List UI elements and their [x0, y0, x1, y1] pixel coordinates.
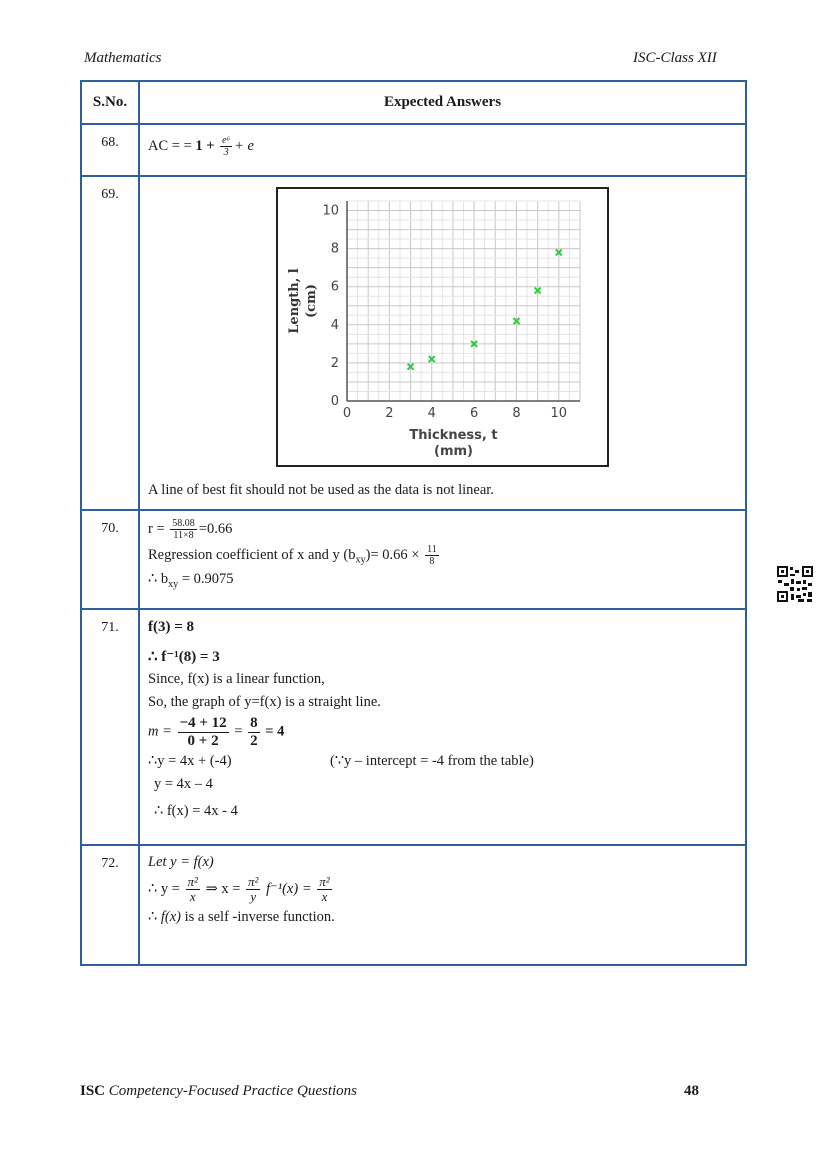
question-number: 69. — [81, 176, 139, 510]
r-num: 58.08 — [172, 517, 195, 529]
y-tick-label: 4 — [330, 317, 339, 333]
table-row — [81, 124, 746, 176]
pi2-over-x — [186, 875, 200, 905]
table-row — [81, 845, 746, 965]
table-header-row — [81, 81, 746, 124]
reg-den: 8 — [429, 555, 435, 567]
y-tick-label: 8 — [330, 241, 339, 257]
reg-fraction — [425, 544, 439, 567]
r-den: 11×8 — [173, 529, 194, 541]
x-tick-label: 0 — [342, 406, 352, 421]
slope-num: −4 + 12 — [179, 715, 227, 732]
scatter-chart-svg — [278, 189, 607, 465]
slope-line — [148, 715, 737, 749]
frac-num: e⁶ — [222, 135, 231, 146]
slope-eq: = — [230, 723, 247, 740]
pi2-num: π² — [187, 874, 198, 890]
qr-code-icon — [776, 565, 814, 603]
footer-subtitle: Competency-Focused Practice Questions — [105, 1083, 358, 1099]
f3-line: f(3) = 8 — [148, 618, 195, 635]
x-tick-label: 6 — [469, 406, 479, 421]
question-number: 71. — [81, 609, 139, 845]
x-tick-label: 2 — [385, 406, 394, 421]
y-tick-label: 10 — [322, 203, 339, 219]
chart-grid — [347, 201, 580, 401]
e6-over-3 — [220, 135, 232, 158]
y-axis-label-2: (cm) — [304, 284, 319, 318]
y-den: y — [250, 889, 257, 905]
fx-line: ∴ f(x) = 4x - 4 — [154, 803, 238, 820]
x-axis-label-2: (mm) — [434, 444, 473, 459]
header-class: ISC-Class XII — [633, 50, 717, 66]
answer-71 — [139, 609, 746, 845]
reg-sub: xy — [355, 554, 366, 566]
pi2-over-x-2 — [317, 875, 331, 905]
bxy-label: ∴ b — [148, 570, 169, 587]
answer-70 — [139, 510, 746, 609]
y-axis-label-1: Length, l — [287, 268, 302, 334]
x-tick-label: 4 — [427, 406, 436, 421]
col-answer-header: Expected Answers — [139, 81, 746, 124]
fx-symbol: f(x) — [160, 908, 181, 925]
answer-69 — [139, 176, 746, 510]
reg-num: 11 — [427, 543, 437, 555]
inverse-line — [148, 875, 737, 905]
table-row — [81, 176, 746, 510]
scatter-chart — [276, 187, 609, 467]
so-line: So, the graph of y=f(x) is a straight line. — [148, 693, 381, 710]
header-subject: Mathematics — [84, 50, 162, 66]
x-axis-label-1: Thickness, t — [409, 428, 498, 443]
therefore-symbol: ∴ — [148, 908, 161, 925]
reg-text2: )= 0.66 × — [365, 546, 424, 563]
finv-line: ∴ f⁻¹(8) = 3 — [148, 648, 220, 665]
y-equation: ∴y = 4x + (-4) — [148, 753, 232, 770]
reg-text: Regression coefficient of x and y (b — [148, 546, 356, 563]
plus-e: + e — [234, 137, 254, 154]
arrow-text: ⇒ x = — [201, 881, 245, 898]
question-number: 70. — [81, 510, 139, 609]
pi2-num-2: π² — [248, 874, 259, 890]
inv-start: ∴ y = — [148, 881, 184, 898]
regression-line — [148, 544, 737, 567]
page-number: 48 — [684, 1083, 699, 1099]
y-tick-label: 0 — [330, 394, 339, 409]
since-line: Since, f(x) is a linear function, — [148, 671, 325, 688]
r-fraction — [170, 518, 197, 541]
chart-ticks — [322, 204, 567, 421]
frac-den: 3 — [223, 147, 229, 158]
slope-value: = 4 — [261, 723, 285, 740]
slope-den-2: 2 — [250, 732, 258, 749]
y-equation-2: y = 4x – 4 — [154, 775, 213, 792]
bxy-value: = 0.9075 — [178, 570, 234, 587]
r-label: r = — [148, 520, 169, 537]
best-fit-note: A line of best fit should not be used as the data is not linear. — [148, 482, 494, 498]
chart-container — [148, 187, 737, 467]
slope-fraction — [178, 715, 229, 749]
answer-72 — [139, 845, 746, 965]
conclusion-text: is a self -inverse function. — [180, 908, 335, 925]
r-line — [148, 518, 737, 541]
col-sno-header: S.No. — [81, 81, 139, 124]
question-number: 68. — [81, 124, 139, 176]
finv-x: f⁻¹(x) = — [262, 881, 316, 898]
r-value: =0.66 — [198, 520, 233, 537]
one-term: 1 + — [195, 137, 219, 154]
slope-den: 0 + 2 — [187, 732, 219, 749]
answer-68 — [139, 124, 746, 176]
table-row — [81, 609, 746, 845]
answers-table — [80, 80, 747, 966]
y-equation-line — [148, 752, 737, 772]
y-intercept-reason: (∵y – intercept = -4 from the table) — [330, 753, 534, 770]
footer-isc: ISC — [80, 1083, 106, 1099]
m-label: m = — [148, 723, 176, 740]
conclusion-line — [148, 908, 737, 928]
x-den: x — [189, 889, 196, 905]
x-den-2: x — [321, 889, 328, 905]
pi2-over-y — [246, 875, 260, 905]
slope-num-2: 8 — [250, 715, 258, 732]
y-tick-label: 2 — [330, 355, 339, 371]
x-tick-label: 8 — [512, 406, 521, 421]
bxy-line — [148, 570, 737, 592]
table-row — [81, 510, 746, 609]
y-tick-label: 6 — [330, 279, 339, 295]
question-number: 72. — [81, 845, 139, 965]
slope-fraction-2 — [248, 715, 260, 749]
let-line: Let y = f(x) — [148, 853, 214, 870]
pi2-num-3: π² — [319, 874, 330, 890]
ac-label: AC = = — [148, 137, 196, 154]
x-tick-label: 10 — [550, 406, 568, 421]
footer-title — [80, 1083, 357, 1100]
bxy-sub: xy — [168, 578, 179, 590]
